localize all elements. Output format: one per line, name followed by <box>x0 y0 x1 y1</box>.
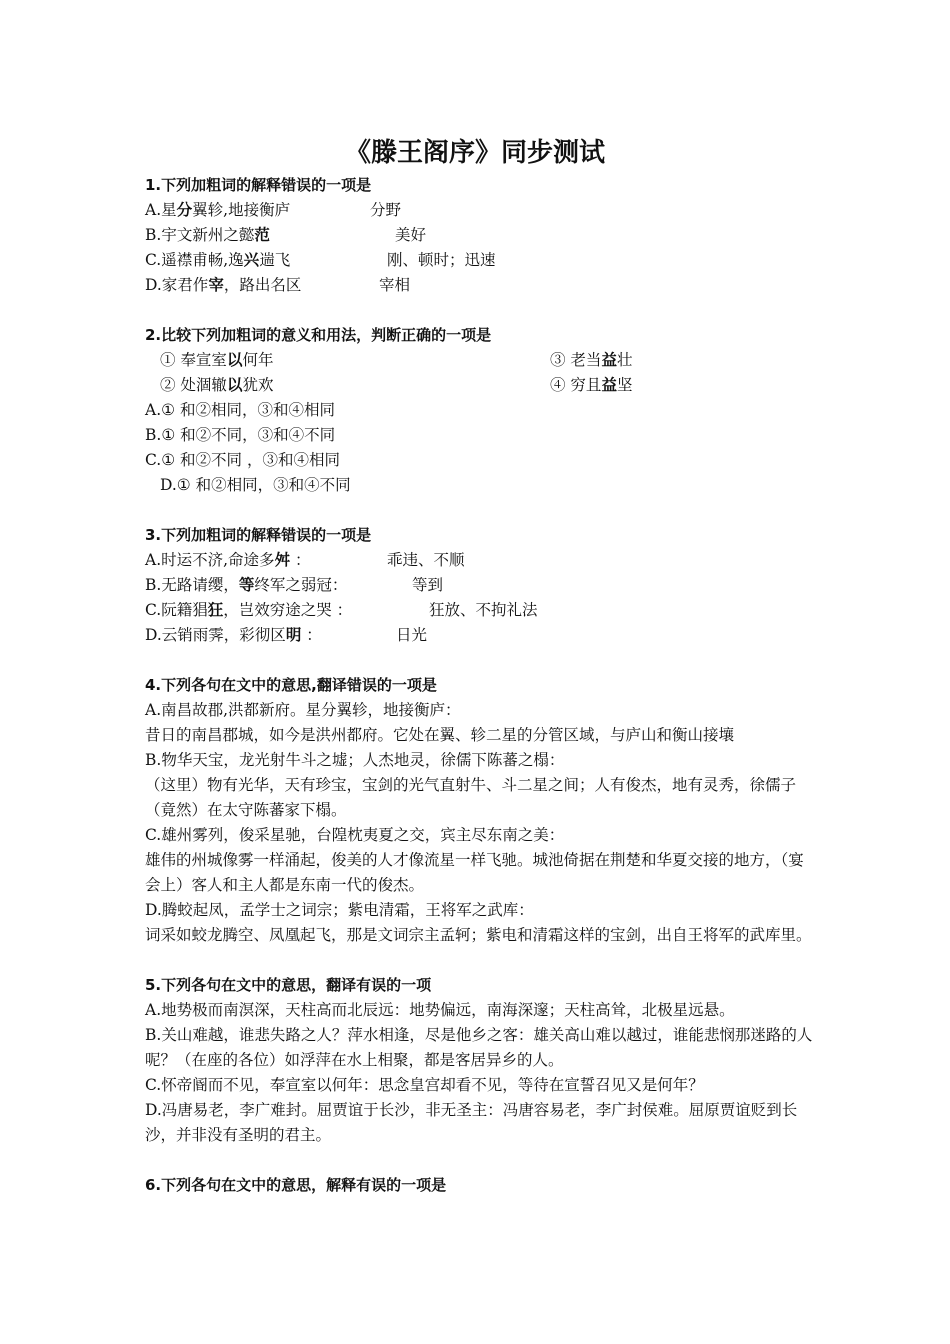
question-1-option-d: D.家君作宰，路出名区 宰相 <box>145 273 815 298</box>
option-b-answer: 等到 <box>412 576 444 594</box>
question-2-option-d: D.① 和②相同，③和④不同 <box>160 476 351 494</box>
page-title: 《滕王阁序》同步测试 <box>344 138 605 168</box>
option-b-answer: 美好 <box>395 226 427 244</box>
option-c-answer: 刚、顿时；迅速 <box>387 251 496 269</box>
question-2-stem: 2.比较下列加粗词的意义和用法，判断正确的一项是 <box>145 326 492 344</box>
question-5-option-a: A.地势极而南溟深，天柱高而北辰远：地势偏远，南海深邃；天柱高耸，北极星远悬。 <box>145 1001 735 1019</box>
question-2-option-a: A.① 和②相同，③和④相同 <box>145 401 335 419</box>
question-4-option-c: C.雄州雾列，俊采星驰，台隍枕夷夏之交，宾主尽东南之美： <box>145 826 565 844</box>
question-2-items-row-1 <box>145 348 815 373</box>
question-5-option-d: D.冯唐易老，李广难封。屈贾谊于长沙，非无圣主：冯唐容易老，李广封侯难。屈原贾谊贬到长沙，并非没有圣明的君主。 <box>145 1101 798 1144</box>
question-5-stem: 5.下列各句在文中的意思，翻译有误的一项 <box>145 976 432 994</box>
question-1-stem: 1.下列加粗词的解释错误的一项是 <box>145 176 372 194</box>
item-2: ② 处涸辙以犹欢 <box>160 376 274 394</box>
item-1: ① 奉宣室以何年 <box>160 351 274 369</box>
question-4-stem: 4.下列各句在文中的意思,翻译错误的一项是 <box>145 676 437 694</box>
item-4: ④ 穷且益坚 <box>550 376 633 394</box>
question-3-option-b: B.无路请缨，等终军之弱冠： 等到 <box>145 573 815 598</box>
question-4-option-d-translation: 词采如蛟龙腾空、凤凰起飞，那是文词宗主孟轲；紫电和清霜这样的宝剑，出自王将军的武库里。 <box>145 926 812 944</box>
option-a-answer: 乖违、不顺 <box>387 551 465 569</box>
question-1-option-b: B.宇文新州之懿范 美好 <box>145 223 815 248</box>
item-3: ③ 老当益壮 <box>550 351 633 369</box>
question-1-option-a: A.星分翼轸,地接衡庐 分野 <box>145 198 815 223</box>
question-6-stem: 6.下列各句在文中的意思，解释有误的一项是 <box>145 1176 447 1194</box>
question-5-option-c: C.怀帝阍而不见，奉宣室以何年：思念皇宫却看不见，等待在宣誓召见又是何年？ <box>145 1076 704 1094</box>
question-5-option-b: B.关山难越，谁悲失路之人？萍水相逢，尽是他乡之客：雄关高山难以越过，谁能悲悯那迷路的人呢？（在座的各位）如浮萍在水上相聚，都是客居异乡的人。 <box>145 1026 813 1069</box>
option-d-answer: 日光 <box>396 626 428 644</box>
question-2-option-c: C.① 和②不同 ，③和④相同 <box>145 451 340 469</box>
question-4-option-b: B.物华天宝，龙光射牛斗之墟；人杰地灵，徐儒下陈蕃之榻： <box>145 751 565 769</box>
question-4-option-d: D.腾蛟起凤，孟学士之词宗；紫电清霜，王将军之武库： <box>145 901 534 919</box>
question-3-option-d: D.云销雨霁，彩彻区明 ： 日光 <box>145 623 815 648</box>
question-4-option-a-translation: 昔日的南昌郡城，如今是洪州都府。它处在翼、轸二星的分管区域，与庐山和衡山接壤 <box>145 726 735 744</box>
question-4-option-b-translation: （这里）物有光华，天有珍宝，宝剑的光气直射牛、斗二星之间；人有俊杰，地有灵秀，徐儒子（竟然）在太守陈蕃家下榻。 <box>145 776 797 819</box>
question-2-items-row-2 <box>145 373 815 398</box>
question-2-option-b: B.① 和②不同，③和④不同 <box>145 426 336 444</box>
question-4-option-c-translation: 雄伟的州城像雾一样涌起，俊美的人才像流星一样飞驰。城池倚据在荆楚和华夏交接的地方，（宴会上）客人和主人都是东南一代的俊杰。 <box>145 851 804 894</box>
question-list <box>145 173 815 1198</box>
option-c-answer: 狂放、不拘礼法 <box>429 601 538 619</box>
question-3-option-c: C.阮籍猖狂，岂效穷途之哭 ： 狂放、不拘礼法 <box>145 598 815 623</box>
question-4-option-a: A.南昌故郡,洪都新府。星分翼轸，地接衡庐： <box>145 701 461 719</box>
option-d-answer: 宰相 <box>379 276 411 294</box>
question-1-option-c: C.遥襟甫畅,逸兴遄飞 刚、顿时；迅速 <box>145 248 815 273</box>
question-3-stem: 3.下列加粗词的解释错误的一项是 <box>145 526 372 544</box>
option-a-answer: 分野 <box>370 201 402 219</box>
question-3-option-a: A.时运不济,命途多舛 ： 乖违、不顺 <box>145 548 815 573</box>
